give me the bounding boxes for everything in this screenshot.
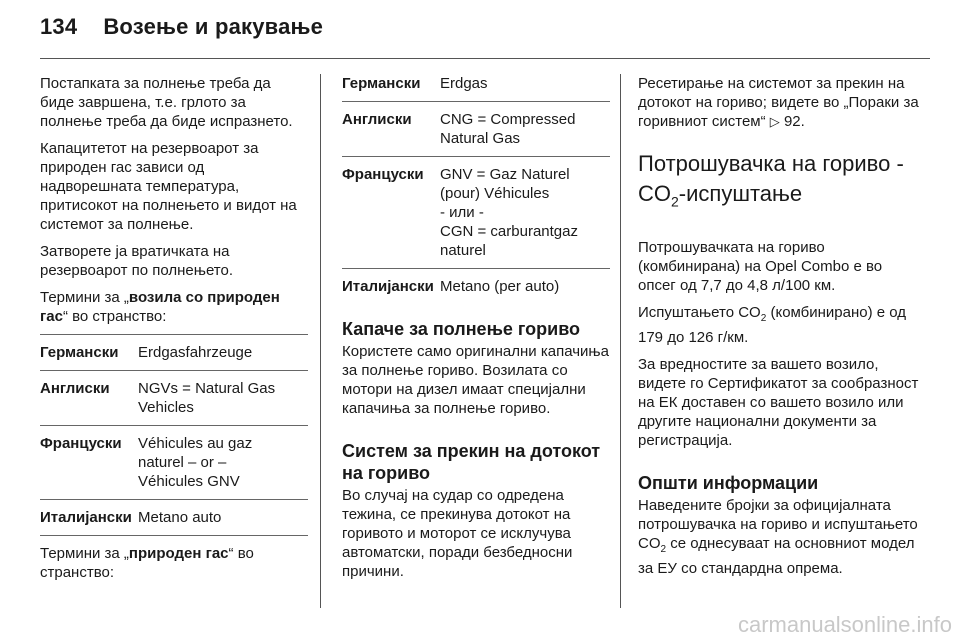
table-row [40,343,308,362]
table-separator [40,370,308,371]
term-value: GNV = Gaz Naturel (pour) Véhicules - или - CGN = carburantgaz naturel [440,166,578,259]
table-row [342,110,610,148]
subscript: 2 [660,544,667,556]
table-row [40,508,308,527]
watermark: carmanualsonline.info [737,612,952,637]
term-value: CNG = Compressed Natural Gas [440,111,576,147]
paragraph [638,74,922,131]
term-value: Erdgas [440,75,488,92]
table-row [342,165,610,260]
paragraph: Во случај на судар со одредена тежина, се прекинува дотокот на горивото и моторот се исклучува автоматски, поради безбедносни причини. [342,487,573,580]
column-1 [40,74,308,590]
paragraph: Затворете ја вратичката на резервоарот по полнењето. [40,243,234,279]
table-separator [342,268,610,269]
text: Термини за „ [40,545,129,562]
column-2 [342,74,610,589]
text: Потрошувачка на гориво - CO [638,151,904,206]
paragraph [638,496,922,578]
column-divider [620,74,621,608]
term-value: Erdgasfahrzeuge [138,344,253,361]
header-rule [40,58,930,59]
term-value: Metano auto [138,509,222,526]
table-separator [40,334,308,335]
chapter-heading [638,149,922,216]
text: -испуштање [678,181,803,206]
subscript: 2 [760,313,767,325]
paragraph [40,288,308,326]
table-separator [40,499,308,500]
text: Испуштањето CO [638,304,761,322]
text: Наведените бројки за официјалната потрошувачка на гориво и испуштањето CO [638,497,918,553]
table-row [342,74,610,93]
page-reference-arrow-icon[interactable]: ▷ [769,114,780,129]
text: “ во странство: [40,545,254,581]
term-value: Metano (per auto) [440,278,560,295]
text: се однесуваат на основниот модел за ЕУ со стандардна опрема. [638,535,915,578]
language-label: Италијански [342,278,434,295]
paragraph: Постапката за полнење треба да биде завршена, т.е. грлото за полнење треба да биде испразнето. [40,75,293,130]
language-label: Француски [342,166,424,183]
term-value: NGVs = Natural Gas Vehicles [138,380,276,416]
language-label: Француски [40,435,122,452]
paragraph [40,544,308,582]
paragraph: За вредностите за вашето возило, видете го Сертификатот за сообразност на ЕК доставен со вашето возило или другите национални документи за регистрација. [638,356,919,450]
table-separator [40,535,308,536]
table-row [342,277,610,296]
text: “ во странство: [62,308,167,325]
subscript: 2 [671,193,679,210]
table-row [40,379,308,417]
paragraph: Капацитетот на резервоарот за природен гас зависи од надворешната температура, притисокот на полнењето и видот на системот за полнење. [40,140,297,233]
column-divider [320,74,321,608]
language-label: Англиски [40,380,110,397]
page-number: 134 [40,14,78,39]
table-separator [342,156,610,157]
bold-term: природен гас [128,545,229,562]
bold-term: возила со природен гас [40,289,280,325]
paragraph: Користете само оригинални капачиња за полнење гориво. Возилата со мотори на дизел имаат специјални капачиња за полнење гориво. [342,343,609,417]
table-separator [342,101,610,102]
language-label: Германски [40,344,119,361]
table-separator [40,425,308,426]
paragraph: Потрошувачката на гориво (комбинирана) на Opel Combo е во опсег од 7,7 до 4,8 л/100 км. [638,239,883,295]
page-title: Возење и ракување [103,14,324,39]
section-heading: Општи информации [638,473,819,494]
table-row [40,434,308,491]
paragraph [638,303,922,347]
section-heading: Капаче за полнење гориво [342,319,581,339]
language-label: Германски [342,75,421,92]
text: (комбинирано) е од 179 до 126 г/км. [638,304,907,347]
section-heading: Систем за прекин на дотокот на гориво [342,441,601,483]
page-reference[interactable]: 92. [783,113,805,130]
column-3 [638,74,922,586]
text: Ресетирање на системот за прекин на дотокот на гориво; видете во „Пораки за горивниот систем“ [638,75,919,130]
language-label: Италијански [40,509,132,526]
term-value: Véhicules au gaz naturel – or – Véhicules GNV [138,435,253,490]
language-label: Англиски [342,111,412,128]
page-header [40,14,323,40]
text: Термини за „ [40,289,129,306]
